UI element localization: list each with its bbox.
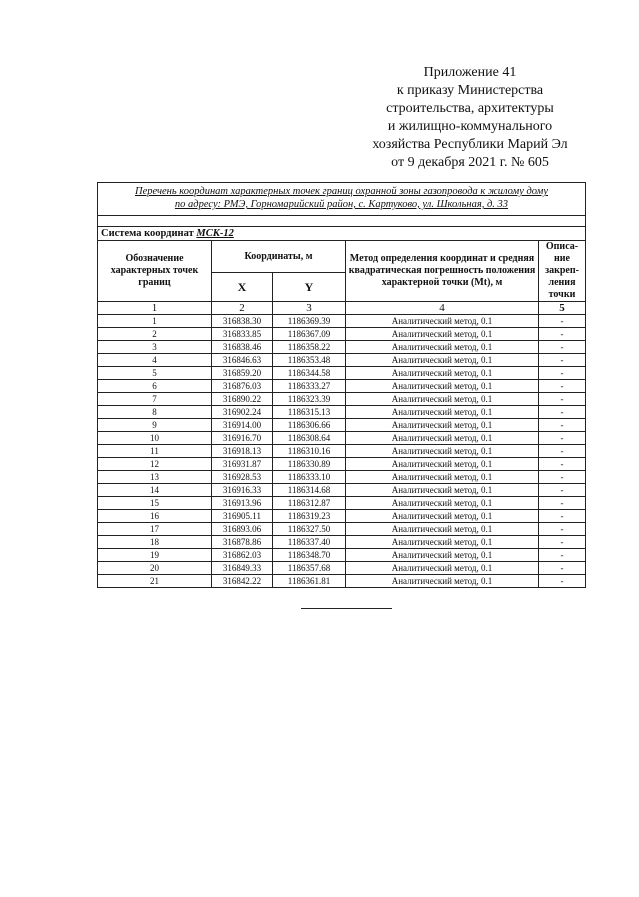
method-cell: Аналитический метод, 0.1 — [346, 484, 539, 497]
x-cell: 316838.30 — [212, 315, 273, 328]
point-number-cell: 4 — [98, 354, 212, 367]
table-row — [98, 523, 586, 536]
method-cell: Аналитический метод, 0.1 — [346, 393, 539, 406]
point-number-cell: 10 — [98, 432, 212, 445]
x-cell: 316916.70 — [212, 432, 273, 445]
document-title-line2: по адресу: РМЭ, Горномарийский район, с. Картуково, ул. Школьная, д. 33 — [174, 199, 509, 210]
description-cell: - — [539, 341, 586, 354]
method-cell: Аналитический метод, 0.1 — [346, 341, 539, 354]
x-cell: 316878.86 — [212, 536, 273, 549]
description-cell: - — [539, 367, 586, 380]
description-cell: - — [539, 432, 586, 445]
description-cell: - — [539, 458, 586, 471]
table-row — [98, 458, 586, 471]
point-number-cell: 13 — [98, 471, 212, 484]
table-row — [98, 315, 586, 328]
method-cell: Аналитический метод, 0.1 — [346, 536, 539, 549]
point-number-cell: 5 — [98, 367, 212, 380]
description-cell: - — [539, 523, 586, 536]
method-cell: Аналитический метод, 0.1 — [346, 458, 539, 471]
method-cell: Аналитический метод, 0.1 — [346, 575, 539, 588]
column-number: 3 — [273, 302, 346, 315]
method-cell: Аналитический метод, 0.1 — [346, 406, 539, 419]
method-cell: Аналитический метод, 0.1 — [346, 354, 539, 367]
y-cell: 1186344.58 — [273, 367, 346, 380]
y-cell: 1186361.81 — [273, 575, 346, 588]
document-title — [98, 183, 586, 216]
table-row — [98, 354, 586, 367]
document-title-line1: Перечень координат характерных точек границ охранной зоны газопровода к жилому дому — [134, 186, 549, 197]
description-cell: - — [539, 575, 586, 588]
point-number-cell: 18 — [98, 536, 212, 549]
header-line: хозяйства Республики Марий Эл — [372, 137, 568, 152]
y-cell: 1186315.13 — [273, 406, 346, 419]
column-number: 4 — [346, 302, 539, 315]
x-cell: 316876.03 — [212, 380, 273, 393]
point-number-cell: 14 — [98, 484, 212, 497]
method-cell: Аналитический метод, 0.1 — [346, 432, 539, 445]
y-cell: 1186357.68 — [273, 562, 346, 575]
x-cell: 316890.22 — [212, 393, 273, 406]
x-cell: 316914.00 — [212, 419, 273, 432]
point-number-cell: 11 — [98, 445, 212, 458]
table-row — [98, 549, 586, 562]
description-cell: - — [539, 393, 586, 406]
method-cell: Аналитический метод, 0.1 — [346, 549, 539, 562]
description-cell: - — [539, 484, 586, 497]
point-number-cell: 12 — [98, 458, 212, 471]
table-row — [98, 484, 586, 497]
point-number-cell: 9 — [98, 419, 212, 432]
x-cell: 316842.22 — [212, 575, 273, 588]
table-row — [98, 393, 586, 406]
description-cell: - — [539, 510, 586, 523]
coordinate-system-label: Система координат — [101, 227, 197, 239]
header-line: строительства, архитектуры — [386, 101, 554, 116]
method-cell: Аналитический метод, 0.1 — [346, 328, 539, 341]
header-coordinates: Координаты, м — [212, 241, 346, 273]
x-cell: 316905.11 — [212, 510, 273, 523]
description-cell: - — [539, 471, 586, 484]
x-cell: 316838.46 — [212, 341, 273, 354]
y-cell: 1186312.87 — [273, 497, 346, 510]
x-cell: 316849.33 — [212, 562, 273, 575]
x-cell: 316862.03 — [212, 549, 273, 562]
description-cell: - — [539, 354, 586, 367]
table-row — [98, 419, 586, 432]
method-cell: Аналитический метод, 0.1 — [346, 471, 539, 484]
table-row — [98, 497, 586, 510]
table-row — [98, 536, 586, 549]
y-cell: 1186330.89 — [273, 458, 346, 471]
column-number: 1 — [98, 302, 212, 315]
appendix-header — [340, 64, 600, 172]
point-number-cell: 21 — [98, 575, 212, 588]
method-cell: Аналитический метод, 0.1 — [346, 419, 539, 432]
table-row — [98, 367, 586, 380]
table-row — [98, 575, 586, 588]
x-cell: 316918.13 — [212, 445, 273, 458]
description-cell: - — [539, 497, 586, 510]
description-cell: - — [539, 419, 586, 432]
table-row — [98, 471, 586, 484]
header-description: Описа-ние закреп-ления точки — [539, 241, 586, 302]
header-line: Приложение 41 — [423, 65, 517, 80]
table-row — [98, 328, 586, 341]
point-number-cell: 20 — [98, 562, 212, 575]
y-cell: 1186314.68 — [273, 484, 346, 497]
method-cell: Аналитический метод, 0.1 — [346, 562, 539, 575]
description-cell: - — [539, 380, 586, 393]
point-number-cell: 2 — [98, 328, 212, 341]
x-cell: 316846.63 — [212, 354, 273, 367]
header-y: Y — [273, 273, 346, 302]
coordinates-document — [97, 182, 585, 588]
y-cell: 1186310.16 — [273, 445, 346, 458]
method-cell: Аналитический метод, 0.1 — [346, 523, 539, 536]
method-cell: Аналитический метод, 0.1 — [346, 445, 539, 458]
title-spacer — [98, 216, 586, 227]
y-cell: 1186348.70 — [273, 549, 346, 562]
description-cell: - — [539, 549, 586, 562]
point-number-cell: 3 — [98, 341, 212, 354]
y-cell: 1186337.40 — [273, 536, 346, 549]
x-cell: 316928.53 — [212, 471, 273, 484]
y-cell: 1186308.64 — [273, 432, 346, 445]
method-cell: Аналитический метод, 0.1 — [346, 510, 539, 523]
point-number-cell: 7 — [98, 393, 212, 406]
description-cell: - — [539, 562, 586, 575]
table-row — [98, 562, 586, 575]
y-cell: 1186319.23 — [273, 510, 346, 523]
table-row — [98, 341, 586, 354]
column-number: 2 — [212, 302, 273, 315]
table-row — [98, 510, 586, 523]
table-row — [98, 432, 586, 445]
y-cell: 1186367.09 — [273, 328, 346, 341]
description-cell: - — [539, 315, 586, 328]
y-cell: 1186369.39 — [273, 315, 346, 328]
header-method: Метод определения координат и средняя квадратическая погрешность положения характерной точки (Mt), м — [346, 241, 539, 302]
table-row — [98, 380, 586, 393]
coordinate-system-value: МСК-12 — [196, 227, 234, 239]
table-body — [98, 315, 586, 588]
signature-line — [301, 608, 392, 609]
column-number: 5 — [539, 302, 586, 315]
point-number-cell: 8 — [98, 406, 212, 419]
x-cell: 316913.96 — [212, 497, 273, 510]
y-cell: 1186327.50 — [273, 523, 346, 536]
header-line: и жилищно-коммунального — [387, 119, 553, 134]
method-cell: Аналитический метод, 0.1 — [346, 380, 539, 393]
x-cell: 316859.20 — [212, 367, 273, 380]
point-number-cell: 15 — [98, 497, 212, 510]
description-cell: - — [539, 406, 586, 419]
x-cell: 316893.06 — [212, 523, 273, 536]
method-cell: Аналитический метод, 0.1 — [346, 367, 539, 380]
point-number-cell: 19 — [98, 549, 212, 562]
method-cell: Аналитический метод, 0.1 — [346, 497, 539, 510]
description-cell: - — [539, 445, 586, 458]
x-cell: 316902.24 — [212, 406, 273, 419]
y-cell: 1186323.39 — [273, 393, 346, 406]
point-number-cell: 1 — [98, 315, 212, 328]
description-cell: - — [539, 328, 586, 341]
y-cell: 1186333.10 — [273, 471, 346, 484]
point-number-cell: 17 — [98, 523, 212, 536]
coordinate-system-row — [98, 227, 586, 241]
description-cell: - — [539, 536, 586, 549]
point-number-cell: 6 — [98, 380, 212, 393]
table-row — [98, 406, 586, 419]
x-cell: 316916.33 — [212, 484, 273, 497]
table-row — [98, 445, 586, 458]
header-point-designation: Обозначение характерных точек границ — [98, 241, 212, 302]
point-number-cell: 16 — [98, 510, 212, 523]
y-cell: 1186358.22 — [273, 341, 346, 354]
y-cell: 1186353.48 — [273, 354, 346, 367]
coordinates-table — [97, 182, 586, 588]
x-cell: 316833.85 — [212, 328, 273, 341]
method-cell: Аналитический метод, 0.1 — [346, 315, 539, 328]
x-cell: 316931.87 — [212, 458, 273, 471]
y-cell: 1186333.27 — [273, 380, 346, 393]
header-line: от 9 декабря 2021 г. № 605 — [391, 155, 549, 170]
header-x: X — [212, 273, 273, 302]
y-cell: 1186306.66 — [273, 419, 346, 432]
header-line: к приказу Министерства — [396, 83, 544, 98]
